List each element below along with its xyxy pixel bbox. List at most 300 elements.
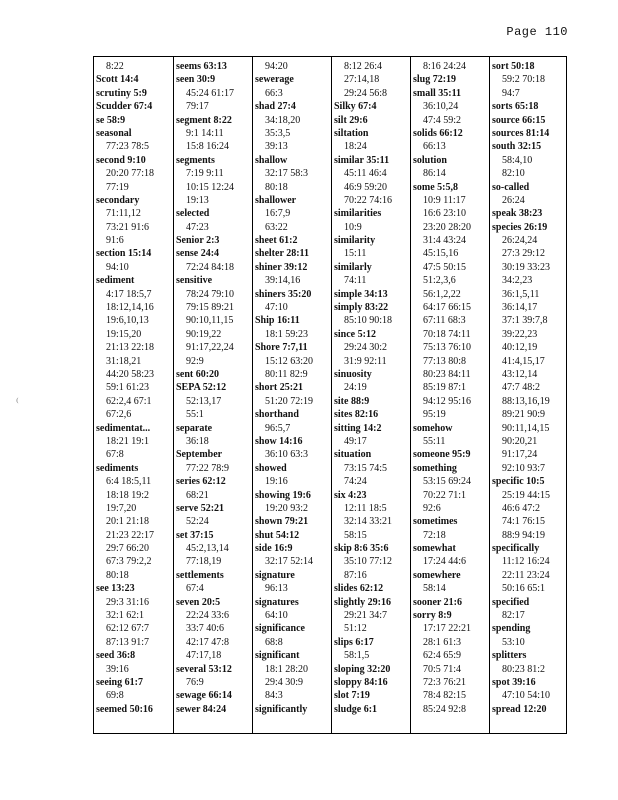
index-reference: 24:19 xyxy=(344,382,367,394)
index-reference: 70:22 71:1 xyxy=(423,489,467,501)
index-reference: 29:4 30:9 xyxy=(265,676,304,688)
index-entry: Silky 67:4 xyxy=(334,101,377,113)
index-reference: 40:12,19 xyxy=(502,342,538,354)
index-entry: seven 20:5 xyxy=(176,596,221,608)
index-reference: 82:10 xyxy=(502,168,525,180)
index-reference: 19:7,20 xyxy=(106,502,137,514)
index-entry: sediments xyxy=(96,462,139,474)
index-reference: 90:20,21 xyxy=(502,435,538,447)
index-entry: signatures xyxy=(255,596,299,608)
index-entry: shut 54:12 xyxy=(255,529,300,541)
index-reference: 94:10 xyxy=(106,261,129,273)
index-reference: 67:8 xyxy=(106,449,124,461)
index-reference: 62:2,4 67:1 xyxy=(106,395,152,407)
index-entry: spot 39:16 xyxy=(492,676,536,688)
index-entry: sorts 65:18 xyxy=(492,101,539,113)
index-reference: 92:6 xyxy=(423,502,441,514)
index-reference: 45:24 61:17 xyxy=(186,87,235,99)
index-entry: simple 34:13 xyxy=(334,288,388,300)
index-reference: 6:4 18:5,11 xyxy=(106,476,152,488)
index-reference: 22:11 23:24 xyxy=(502,569,550,581)
index-entry: sense 24:4 xyxy=(176,248,220,260)
index-reference: 71:11,12 xyxy=(106,208,141,220)
index-entry: species 26:19 xyxy=(492,221,548,233)
index-reference: 78:4 82:15 xyxy=(423,690,467,702)
index-entry: so-called xyxy=(492,181,530,193)
index-reference: 18:1 28:20 xyxy=(265,663,309,675)
index-entry: skip 8:6 35:6 xyxy=(334,543,389,555)
index-reference: 26:24 xyxy=(502,194,525,206)
index-reference: 47:4 59:2 xyxy=(423,114,462,126)
index-reference: 16:6 23:10 xyxy=(423,208,467,220)
index-reference: 43:12,14 xyxy=(502,368,538,380)
index-entry: segment 8:22 xyxy=(176,114,232,126)
index-entry: slides 62:12 xyxy=(334,583,384,595)
index-reference: 90:11,14,15 xyxy=(502,422,550,434)
index-reference: 10:9 11:17 xyxy=(423,194,466,206)
index-entry: significant xyxy=(255,650,300,662)
index-reference: 27:14,18 xyxy=(344,74,380,86)
index-entry: source 66:15 xyxy=(492,114,546,126)
index-reference: 67:3 79:2,2 xyxy=(106,556,152,568)
index-reference: 30:19 33:23 xyxy=(502,261,551,273)
index-reference: 7:19 9:11 xyxy=(186,168,224,180)
index-reference: 17:17 22:21 xyxy=(423,623,472,635)
index-entry: sludge 6:1 xyxy=(334,703,378,715)
index-entry: splitters xyxy=(492,650,527,662)
index-reference: 91:6 xyxy=(106,235,124,247)
index-reference: 62:4 65:9 xyxy=(423,650,462,662)
index-reference: 51:20 72:19 xyxy=(265,395,314,407)
index-entry: site 88:9 xyxy=(334,395,370,407)
index-reference: 52:13,17 xyxy=(186,395,222,407)
index-entry: showing 19:6 xyxy=(255,489,311,501)
index-reference: 20:1 21:18 xyxy=(106,516,150,528)
index-entry: Shore 7:7,11 xyxy=(255,342,308,354)
index-entry: some 5:5,8 xyxy=(413,181,458,193)
index-reference: 20:20 77:18 xyxy=(106,168,155,180)
index-reference: 36:14,17 xyxy=(502,302,538,314)
index-reference: 31:4 43:24 xyxy=(423,235,467,247)
index-reference: 8:16 24:24 xyxy=(423,61,467,72)
index-entry: slightly 29:16 xyxy=(334,596,391,608)
index-entry: sloping 32:20 xyxy=(334,663,391,675)
index-reference: 69:8 xyxy=(106,690,124,702)
index-reference: 72:18 xyxy=(423,529,446,541)
index-entry: sorry 8:9 xyxy=(413,610,452,622)
index-reference: 46:6 47:2 xyxy=(502,502,541,514)
index-entry: south 32:15 xyxy=(492,141,542,153)
index-entry: something xyxy=(413,462,457,474)
index-reference: 23:20 28:20 xyxy=(423,221,472,233)
index-entry: similarities xyxy=(334,208,382,220)
index-reference: 12:11 18:5 xyxy=(344,502,387,514)
index-reference: 37:1 39:7,8 xyxy=(502,315,548,327)
index-entry: short 25:21 xyxy=(255,382,304,394)
index-entry: someone 95:9 xyxy=(413,449,471,461)
index-reference: 82:17 xyxy=(502,610,525,622)
index-reference: 29:24 56:8 xyxy=(344,87,388,99)
index-reference: 29:24 30:2 xyxy=(344,342,388,354)
index-entry: selected xyxy=(176,208,210,220)
index-reference: 35:3,5 xyxy=(265,127,291,139)
index-reference: 77:22 78:9 xyxy=(186,462,230,474)
index-column-5 xyxy=(410,57,489,733)
index-reference: 56:1,2,22 xyxy=(423,288,461,300)
index-reference: 76:9 xyxy=(186,676,204,688)
index-reference: 90:19,22 xyxy=(186,328,222,340)
index-entry: speak 38:23 xyxy=(492,208,543,220)
index-reference: 72:3 76:21 xyxy=(423,676,467,688)
index-reference: 4:17 18:5,7 xyxy=(106,288,152,300)
index-reference: 31:9 92:11 xyxy=(344,355,387,367)
index-reference: 19:6,10,13 xyxy=(106,315,149,327)
index-entry: shad 27:4 xyxy=(255,101,296,113)
index-reference: 79:17 xyxy=(186,101,209,113)
index-entry: see 13:23 xyxy=(96,583,135,595)
index-reference: 80:23 84:11 xyxy=(423,368,471,380)
index-reference: 85:24 92:8 xyxy=(423,703,467,715)
index-entry: specific 10:5 xyxy=(492,476,545,488)
index-reference: 77:19 xyxy=(106,181,129,193)
index-entry: sources 81:14 xyxy=(492,127,550,139)
index-entry: siltation xyxy=(334,127,369,139)
index-reference: 67:2,6 xyxy=(106,409,132,421)
index-reference: 55:11 xyxy=(423,435,446,447)
index-reference: 53:10 xyxy=(502,636,525,648)
index-entry: scrutiny 5:9 xyxy=(96,87,147,99)
index-reference: 18:18 19:2 xyxy=(106,489,150,501)
index-reference: 47:7 48:2 xyxy=(502,382,541,394)
word-index-table xyxy=(93,56,567,734)
index-entry: segments xyxy=(176,154,215,166)
index-reference: 46:9 59:20 xyxy=(344,181,388,193)
index-reference: 80:11 82:9 xyxy=(265,368,308,380)
index-reference: 45:15,16 xyxy=(423,248,459,260)
index-reference: 80:18 xyxy=(106,569,129,581)
index-reference: 47:23 xyxy=(186,221,209,233)
index-column-2 xyxy=(173,57,252,733)
index-entry: simply 83:22 xyxy=(334,302,389,314)
index-entry: six 4:23 xyxy=(334,489,367,501)
index-reference: 34:18,20 xyxy=(265,114,301,126)
index-reference: 90:10,11,15 xyxy=(186,315,234,327)
index-reference: 94:20 xyxy=(265,61,288,72)
index-reference: 28:1 61:3 xyxy=(423,636,462,648)
index-reference: 15:8 16:24 xyxy=(186,141,230,153)
index-entry: significantly xyxy=(255,703,308,715)
index-reference: 58:14 xyxy=(423,583,446,595)
index-entry: sheet 61:2 xyxy=(255,235,298,247)
index-reference: 47:10 54:10 xyxy=(502,690,551,702)
index-entry: seen 30:9 xyxy=(176,74,216,86)
index-entry: since 5:12 xyxy=(334,328,376,340)
index-entry: se 58:9 xyxy=(96,114,126,126)
index-reference: 8:22 xyxy=(106,61,124,72)
index-reference: 70:22 74:16 xyxy=(344,194,393,206)
index-reference: 67:4 xyxy=(186,583,204,595)
index-reference: 39:13 xyxy=(265,141,288,153)
index-reference: 47:17,18 xyxy=(186,650,222,662)
index-reference: 31:18,21 xyxy=(106,355,142,367)
index-reference: 32:1 62:1 xyxy=(106,610,145,622)
index-reference: 26:24,24 xyxy=(502,235,538,247)
index-reference: 87:16 xyxy=(344,569,367,581)
index-reference: 53:15 69:24 xyxy=(423,476,472,488)
index-entry: similar 35:11 xyxy=(334,154,390,166)
index-entry: spread 12:20 xyxy=(492,703,547,715)
index-reference: 58:4,10 xyxy=(502,154,533,166)
index-reference: 29:21 34:7 xyxy=(344,610,388,622)
index-entry: sooner 21:6 xyxy=(413,596,462,608)
index-column-4 xyxy=(331,57,410,733)
index-entry: solids 66:12 xyxy=(413,127,463,139)
index-entry: specified xyxy=(492,596,530,608)
index-reference: 87:13 91:7 xyxy=(106,636,150,648)
index-reference: 91:17,22,24 xyxy=(186,342,234,354)
index-reference: 18:24 xyxy=(344,141,367,153)
index-reference: 64:17 66:15 xyxy=(423,302,472,314)
index-reference: 32:17 52:14 xyxy=(265,556,314,568)
index-entry: settlements xyxy=(176,569,224,581)
index-entry: sediment xyxy=(96,275,135,287)
index-reference: 51:2,3,6 xyxy=(423,275,456,287)
index-column-6 xyxy=(489,57,568,733)
index-entry: somewhat xyxy=(413,543,456,555)
index-reference: 89:21 90:9 xyxy=(502,409,546,421)
index-entry: sometimes xyxy=(413,516,458,528)
index-entry: sewage 66:14 xyxy=(176,690,232,702)
index-entry: sent 60:20 xyxy=(176,368,220,380)
index-reference: 77:18,19 xyxy=(186,556,222,568)
index-reference: 63:22 xyxy=(265,221,288,233)
index-reference: 86:14 xyxy=(423,168,446,180)
index-reference: 85:10 90:18 xyxy=(344,315,393,327)
index-reference: 73:21 91:6 xyxy=(106,221,150,233)
index-entry: shallow xyxy=(255,154,288,166)
index-reference: 36:10,24 xyxy=(423,101,459,113)
index-reference: 33:7 40:6 xyxy=(186,623,225,635)
index-reference: 15:11 xyxy=(344,248,367,260)
index-entry: sewer 84:24 xyxy=(176,703,227,715)
index-entry: seemed 50:16 xyxy=(96,703,153,715)
index-reference: 96:13 xyxy=(265,583,288,595)
index-entry: similarly xyxy=(334,261,372,273)
index-reference: 92:10 93:7 xyxy=(502,462,546,474)
index-reference: 47:10 xyxy=(265,302,288,314)
index-reference: 64:10 xyxy=(265,610,288,622)
index-entry: SEPA 52:12 xyxy=(176,382,227,394)
index-reference: 21:13 22:18 xyxy=(106,342,155,354)
index-entry: situation xyxy=(334,449,372,461)
index-reference: 88:13,16,19 xyxy=(502,395,550,407)
index-entry: somehow xyxy=(413,422,453,434)
index-entry: spending xyxy=(492,623,531,635)
index-reference: 19:15,20 xyxy=(106,328,142,340)
index-reference: 68:8 xyxy=(265,636,283,648)
index-reference: 52:24 xyxy=(186,516,209,528)
index-reference: 35:10 77:12 xyxy=(344,556,393,568)
index-entry: second 9:10 xyxy=(96,154,146,166)
index-reference: 36:18 xyxy=(186,435,209,447)
index-column-1 xyxy=(94,57,173,733)
index-reference: 32:17 58:3 xyxy=(265,168,309,180)
index-entry: sensitive xyxy=(176,275,213,287)
index-reference: 55:1 xyxy=(186,409,204,421)
index-reference: 18:12,14,16 xyxy=(106,302,154,314)
index-reference: 18:21 19:1 xyxy=(106,435,150,447)
index-reference: 50:16 65:1 xyxy=(502,583,546,595)
index-entry: significance xyxy=(255,623,305,635)
index-reference: 41:4,15,17 xyxy=(502,355,545,367)
index-reference: 11:12 16:24 xyxy=(502,556,550,568)
index-reference: 19:16 xyxy=(265,476,288,488)
index-entry: sewerage xyxy=(255,74,294,86)
index-entry: side 16:9 xyxy=(255,543,293,555)
index-reference: 45:11 46:4 xyxy=(344,168,387,180)
index-reference: 96:5,7 xyxy=(265,422,291,434)
index-entry: sloppy 84:16 xyxy=(334,676,388,688)
page-number-header: Page 110 xyxy=(506,25,568,39)
index-reference: 15:12 63:20 xyxy=(265,355,314,367)
index-reference: 80:18 xyxy=(265,181,288,193)
index-reference: 68:21 xyxy=(186,489,209,501)
index-reference: 66:13 xyxy=(423,141,446,153)
index-reference: 19:13 xyxy=(186,194,209,206)
index-entry: seeing 61:7 xyxy=(96,676,143,688)
index-reference: 36:10 63:3 xyxy=(265,449,309,461)
index-column-3 xyxy=(252,57,331,733)
index-entry: Scudder 67:4 xyxy=(96,101,153,113)
index-entry: shorthand xyxy=(255,409,299,421)
index-entry: serve 52:21 xyxy=(176,502,225,514)
index-reference: 72:24 84:18 xyxy=(186,261,235,273)
index-reference: 45:2,13,14 xyxy=(186,543,229,555)
index-entry: Ship 16:11 xyxy=(255,315,300,327)
index-reference: 58:15 xyxy=(344,529,367,541)
index-entry: slot 7:19 xyxy=(334,690,370,702)
index-reference: 47:5 50:15 xyxy=(423,261,467,273)
index-entry: seems 63:13 xyxy=(176,61,227,72)
index-entry: show 14:16 xyxy=(255,435,303,447)
index-entry: silt 29:6 xyxy=(334,114,368,126)
index-reference: 95:19 xyxy=(423,409,446,421)
index-entry: shallower xyxy=(255,194,297,206)
index-reference: 22:24 33:6 xyxy=(186,610,230,622)
index-reference: 59:2 70:18 xyxy=(502,74,546,86)
index-entry: sitting 14:2 xyxy=(334,422,382,434)
index-reference: 88:9 94:19 xyxy=(502,529,546,541)
index-entry: sort 50:18 xyxy=(492,61,535,72)
index-entry: slips 6:17 xyxy=(334,636,374,648)
index-entry: sites 82:16 xyxy=(334,409,379,421)
index-entry: sedimentat... xyxy=(96,422,151,434)
index-entry: showed xyxy=(255,462,287,474)
index-entry: somewhere xyxy=(413,569,461,581)
index-reference: 78:24 79:10 xyxy=(186,288,235,300)
index-reference: 59:1 61:23 xyxy=(106,382,150,394)
index-entry: set 37:15 xyxy=(176,529,214,541)
index-entry: shown 79:21 xyxy=(255,516,309,528)
index-entry: signature xyxy=(255,569,295,581)
index-reference: 9:1 14:11 xyxy=(186,127,224,139)
index-reference: 19:20 93:2 xyxy=(265,502,309,514)
index-reference: 92:9 xyxy=(186,355,204,367)
index-entry: sinuosity xyxy=(334,368,372,380)
index-entry: section 15:14 xyxy=(96,248,152,260)
index-entry: similarity xyxy=(334,235,376,247)
index-reference: 74:1 76:15 xyxy=(502,516,546,528)
index-reference: 74:24 xyxy=(344,476,367,488)
index-reference: 34:2,23 xyxy=(502,275,533,287)
index-reference: 75:13 76:10 xyxy=(423,342,472,354)
index-reference: 70:5 71:4 xyxy=(423,663,462,675)
index-reference: 39:22,23 xyxy=(502,328,538,340)
index-reference: 39:14,16 xyxy=(265,275,301,287)
index-reference: 39:16 xyxy=(106,663,129,675)
index-reference: 21:23 22:17 xyxy=(106,529,155,541)
index-reference: 10:15 12:24 xyxy=(186,181,235,193)
index-entry: shiners 35:20 xyxy=(255,288,312,300)
index-entry: secondary xyxy=(96,194,140,206)
index-reference: 91:17,24 xyxy=(502,449,538,461)
index-reference: 77:13 80:8 xyxy=(423,355,467,367)
index-reference: 94:7 xyxy=(502,87,520,99)
margin-mark: ⁽ xyxy=(16,397,19,409)
index-entry: seasonal xyxy=(96,127,132,139)
index-reference: 94:12 95:16 xyxy=(423,395,472,407)
index-reference: 70:18 74:11 xyxy=(423,328,471,340)
index-entry: solution xyxy=(413,154,447,166)
index-entry: several 53:12 xyxy=(176,663,232,675)
index-reference: 25:19 44:15 xyxy=(502,489,551,501)
index-reference: 84:3 xyxy=(265,690,283,702)
index-reference: 58:1,5 xyxy=(344,650,370,662)
index-reference: 85:19 87:1 xyxy=(423,382,467,394)
index-reference: 32:14 33:21 xyxy=(344,516,393,528)
index-reference: 66:3 xyxy=(265,87,283,99)
index-entry: Scott 14:4 xyxy=(96,74,139,86)
index-entry: specifically xyxy=(492,543,540,555)
index-entry: Senior 2:3 xyxy=(176,235,220,247)
index-entry: seed 36:8 xyxy=(96,650,136,662)
index-reference: 44:20 58:23 xyxy=(106,368,155,380)
index-reference: 74:11 xyxy=(344,275,367,287)
index-reference: 77:23 78:5 xyxy=(106,141,150,153)
index-reference: 29:7 66:20 xyxy=(106,543,150,555)
index-reference: 17:24 44:6 xyxy=(423,556,467,568)
index-entry: small 35:11 xyxy=(413,87,462,99)
index-reference: 67:11 68:3 xyxy=(423,315,466,327)
index-reference: 16:7,9 xyxy=(265,208,291,220)
index-entry: shelter 28:11 xyxy=(255,248,309,260)
index-reference: 8:12 26:4 xyxy=(344,61,383,72)
index-reference: 29:3 31:16 xyxy=(106,596,150,608)
index-reference: 27:3 29:12 xyxy=(502,248,546,260)
index-reference: 80:23 81:2 xyxy=(502,663,546,675)
index-reference: 18:1 59:23 xyxy=(265,328,309,340)
index-entry: slug 72:19 xyxy=(413,74,457,86)
index-reference: 51:12 xyxy=(344,623,367,635)
index-reference: 62:12 67:7 xyxy=(106,623,150,635)
index-reference: 49:17 xyxy=(344,435,367,447)
index-entry: series 62:12 xyxy=(176,476,226,488)
index-reference: 79:15 89:21 xyxy=(186,302,235,314)
index-entry: shiner 39:12 xyxy=(255,261,308,273)
index-entry: separate xyxy=(176,422,213,434)
index-reference: 10:9 xyxy=(344,221,362,233)
index-entry: September xyxy=(176,449,223,461)
